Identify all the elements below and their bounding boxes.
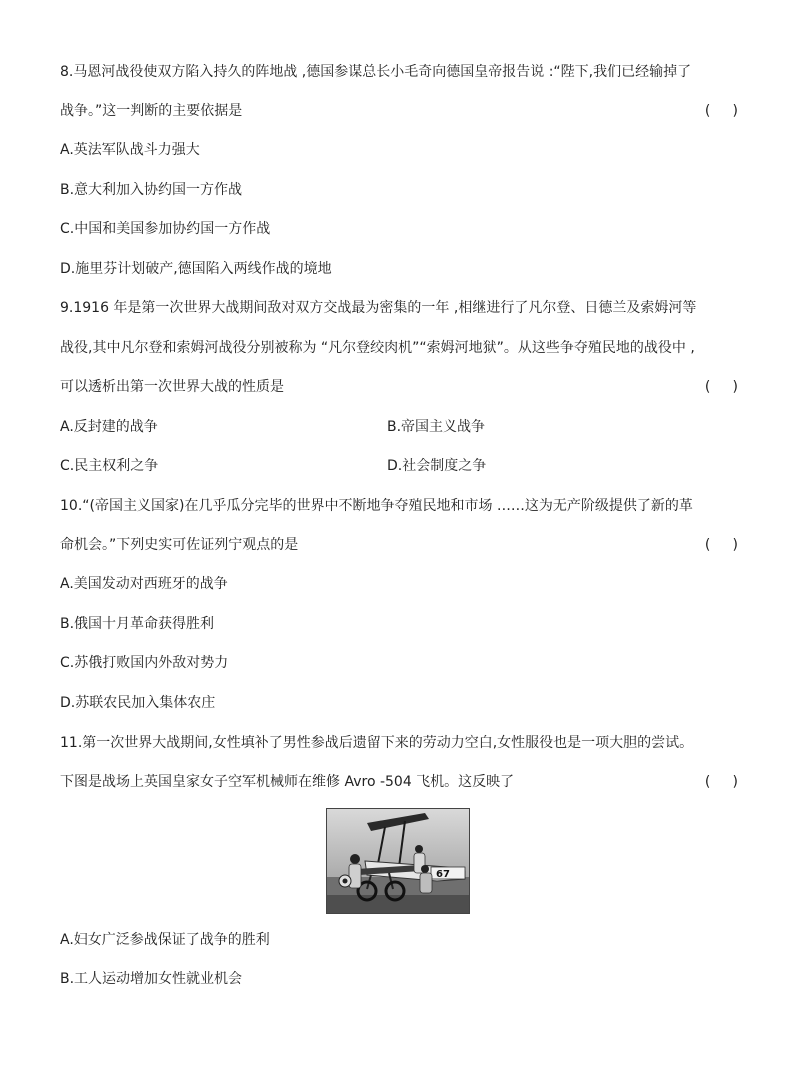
- q8-option-b: B.意大利加入协约国一方作战: [60, 182, 243, 198]
- q8-option-a: A.英法军队战斗力强大: [60, 142, 200, 158]
- q10-option-c: C.苏俄打败国内外敌对势力: [60, 655, 229, 671]
- q10-answer-blank: ( ): [704, 537, 738, 553]
- q11-stem-line2: 下图是战场上英国皇家女子空军机械师在维修 Avro -504 飞机。这反映了: [60, 774, 515, 790]
- q8-option-c: C.中国和美国参加协约国一方作战: [60, 221, 271, 237]
- q10-option-b: B.俄国十月革命获得胜利: [60, 616, 215, 632]
- q9-option-a: A.反封建的战争: [60, 419, 158, 435]
- q9-option-b: B.帝国主义战争: [387, 419, 486, 435]
- avro-504-photo: [326, 808, 470, 914]
- q11-stem-line1: 11.第一次世界大战期间,女性填补了男性参战后遗留下来的劳动力空白,女性服役也是一项大胆的尝试。: [60, 735, 694, 751]
- q8-answer-blank: ( ): [704, 103, 738, 119]
- q9-stem-line2: 战役,其中凡尔登和索姆河战役分别被称为 “凡尔登绞肉机”“索姆河地狱”。从这些争夺殖民地的战役中 ,: [60, 340, 695, 356]
- q8-option-d: D.施里芬计划破产,德国陷入两线作战的境地: [60, 261, 332, 277]
- q10-option-d: D.苏联农民加入集体农庄: [60, 695, 216, 711]
- q10-stem-line2: 命机会。”下列史实可佐证列宁观点的是: [60, 537, 299, 553]
- aircraft-number-marking: 67: [436, 869, 450, 880]
- q11-option-b: B.工人运动增加女性就业机会: [60, 971, 243, 987]
- q9-answer-blank: ( ): [704, 379, 738, 395]
- q9-stem-line3: 可以透析出第一次世界大战的性质是: [60, 379, 284, 395]
- q10-option-a: A.美国发动对西班牙的战争: [60, 576, 228, 592]
- q11-option-a: A.妇女广泛参战保证了战争的胜利: [60, 932, 270, 948]
- q8-stem-line1: 8.马恩河战役使双方陷入持久的阵地战 ,德国参谋总长小毛奇向德国皇帝报告说 :“陛下,我们已经输掉了: [60, 64, 692, 80]
- q11-answer-blank: ( ): [704, 774, 738, 790]
- avro-504-photo-drawing: [327, 809, 469, 913]
- q10-stem-line1: 10.“(帝国主义国家)在几乎瓜分完毕的世界中不断地争夺殖民地和市场 ……这为无产阶级提供了新的革: [60, 498, 693, 514]
- q9-option-d: D.社会制度之争: [387, 458, 487, 474]
- q9-stem-line1: 9.1916 年是第一次世界大战期间敌对双方交战最为密集的一年 ,相继进行了凡尔登、日德兰及索姆河等: [60, 300, 697, 316]
- q9-option-c: C.民主权利之争: [60, 458, 159, 474]
- q8-stem-line2: 战争。”这一判断的主要依据是: [60, 103, 243, 119]
